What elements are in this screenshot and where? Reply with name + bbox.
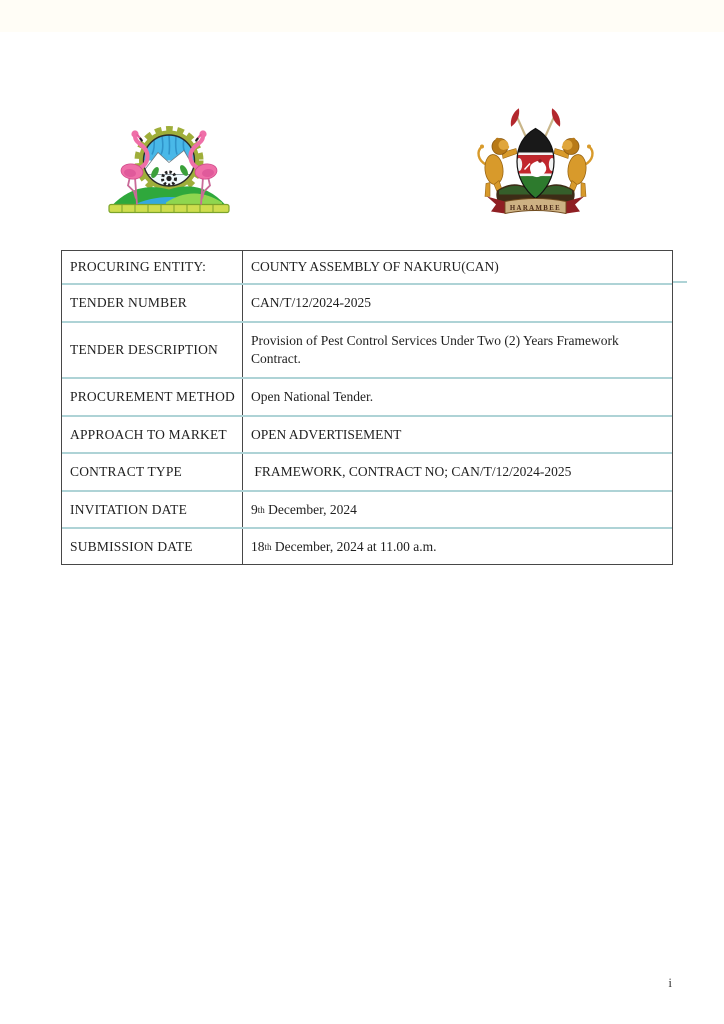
separator-overflow-mark <box>673 281 687 283</box>
page-number: i <box>668 975 672 990</box>
row-value: COUNTY ASSEMBLY OF NAKURU(CAN) <box>251 259 499 275</box>
row-value: CAN/T/12/2024-2025 <box>251 295 371 311</box>
bamboo-base-icon <box>109 205 229 213</box>
table-row-tender-description <box>62 321 672 377</box>
row-value: 9 th December, 2024 <box>251 501 357 517</box>
table-row-procurement-method <box>62 377 672 415</box>
row-label: SUBMISSION DATE <box>62 529 243 564</box>
table-row-invitation-date <box>62 490 672 527</box>
row-label: CONTRACT TYPE <box>62 454 243 490</box>
table-row-tender-number <box>62 283 672 321</box>
table-row-contract-type <box>62 452 672 490</box>
date-day: 9 <box>251 501 258 517</box>
date-rest: December, 2024 at 11.00 a.m. <box>271 538 437 554</box>
row-value: Open National Tender. <box>251 389 374 405</box>
row-label: PROCUREMENT METHOD <box>62 379 243 415</box>
row-value: Provision of Pest Control Services Under Two (2) Years Framework Contract. <box>251 333 623 366</box>
harambee-banner-text: HARAMBEE <box>509 205 562 212</box>
table-row-procuring-entity <box>62 251 672 283</box>
row-value: FRAMEWORK, CONTRACT NO; CAN/T/12/2024-2025 <box>251 464 572 480</box>
tender-summary-table <box>61 250 673 565</box>
row-label: APPROACH TO MARKET <box>62 417 243 452</box>
kenya-coat-of-arms-icon <box>469 106 602 215</box>
date-day: 18 <box>251 538 265 554</box>
row-label: INVITATION DATE <box>62 492 243 527</box>
row-value: OPEN ADVERTISEMENT <box>251 426 402 442</box>
row-value: 18 th December, 2024 at 11.00 a.m. <box>251 538 437 554</box>
table-row-submission-date <box>62 527 672 564</box>
nakuru-county-assembly-emblem-icon <box>106 114 232 216</box>
row-label: TENDER DESCRIPTION <box>62 323 243 377</box>
table-row-approach-to-market <box>62 415 672 452</box>
date-rest: December, 2024 <box>264 501 357 517</box>
row-label: PROCURING ENTITY: <box>62 251 243 283</box>
row-label: TENDER NUMBER <box>62 285 243 321</box>
scan-tint-band <box>0 0 724 32</box>
